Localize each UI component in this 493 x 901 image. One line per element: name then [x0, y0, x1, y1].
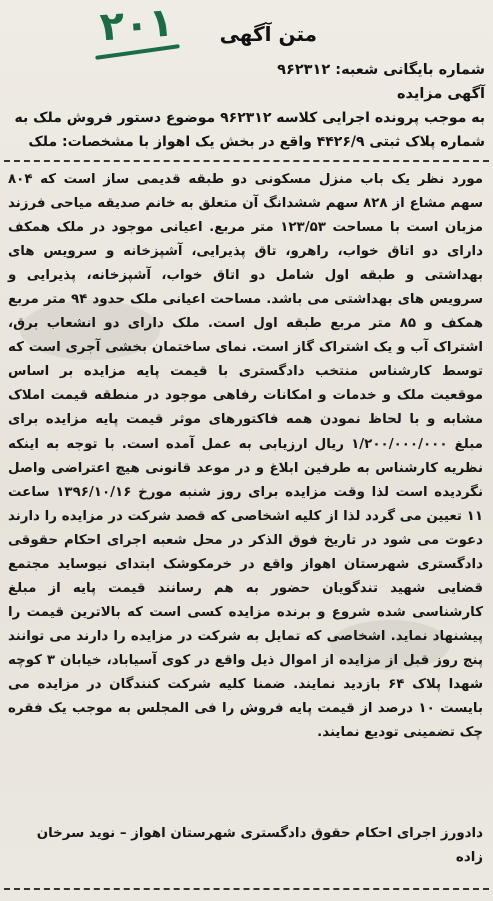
bottom-divider	[4, 888, 489, 890]
auction-heading: آگهی مزایده	[396, 86, 485, 102]
notice-body: مورد نظر یک باب منزل مسکونی دو طبقه قدیمی ساز است که ۸۰۴ سهم مشاع از ۸۲۸ سهم ششدانگ آن متعلق به خانم صدیقه میاحی فرزند مزبان است با مساحت ۱۲۳/۵۳ متر مربع. اعیانی موجود در ملک همکف دارای دو اتاق خواب، راهرو، تاق پذیرایی، آشپزخانه و سرویس های بهداشتی و طبقه اول شامل دو اتاق خواب، آشپزخانه، پذیرایی و سرویس های بهداشتی می باشد. مساحت اعیانی ملک حدود ۹۴ متر مربع همکف و ۸۵ متر مربع طبقه اول است. ملک دارای دو انشعاب برق، اشتراک آب و یک اشتراک گاز است. نمای ساختمان بخشی آجری است که توسط کارشناس منتخب دادگستری با قیمت پایه مزایده بر اساس موقعیت ملک و خدمات و امکانات رفاهی موجود در منطقه قیمت املاک مشابه و با لحاظ نمودن همه فاکتورهای موثر قیمت پایه مزایده برای مبلغ ۱/۲۰۰/۰۰۰/۰۰۰ ریال ارزیابی به عمل آمده است. با توجه به اینکه نظریه کارشناس به طرفین ابلاغ و در موعد قانونی هیچ اعتراضی واصل نگردیده است لذا وقت مزایده برای روز شنبه مورخ ۱۳۹۶/۱۰/۱۶ ساعت ۱۱ تعیین می گردد لذا از کلیه اشخاصی که قصد شرکت در مزایده را دارند دعوت می شود در تاریخ فوق الذکر در محل شعبه اجرای احکام حقوقی دادگستری شهرستان اهواز واقع در خرمکوشک ابتدای نیوساید مجتمع قضایی شهید تندگویان حضور به هم رسانند قیمت پایه از مبلغ کارشناسی شده شروع و برنده مزایده کسی است که بالاترین قیمت را پیشنهاد نماید. اشخاصی که تمایل به شرکت در مزایده را دارند می توانند پنج روز قبل از مزایده از اموال ذیل واقع در کوی آسیاباد، خیابان ۳ کوچه شهدا پلاک ۶۴ بازدید نمایند. ضمنا کلیه شرکت کنندگان در مزایده می بایست ۱۰ درصد از قیمت پایه فروش را فی المجلس به موجب یک فقره چک تضمینی تودیع نمایند.	[8, 172, 483, 741]
archive-number: شماره بایگانی شعبه: ۹۶۲۳۱۲	[277, 62, 485, 78]
signature-line: دادورز اجرای احکام حقوق دادگستری شهرستان اهواز – نوید سرخان زاده	[36, 826, 483, 865]
handwritten-annotation: ۲۰۱	[98, 0, 175, 51]
top-divider	[4, 160, 489, 162]
notice-title: متن آگهی	[219, 22, 317, 46]
header-line-4: شماره پلاک ثبتی ۴۴۲۶/۹ واقع در بخش یک اهواز با مشخصات: ملک	[28, 134, 485, 150]
header-line-3: به موجب پرونده اجرایی کلاسه ۹۶۲۳۱۲ موضوع دستور فروش ملک به	[14, 110, 485, 126]
